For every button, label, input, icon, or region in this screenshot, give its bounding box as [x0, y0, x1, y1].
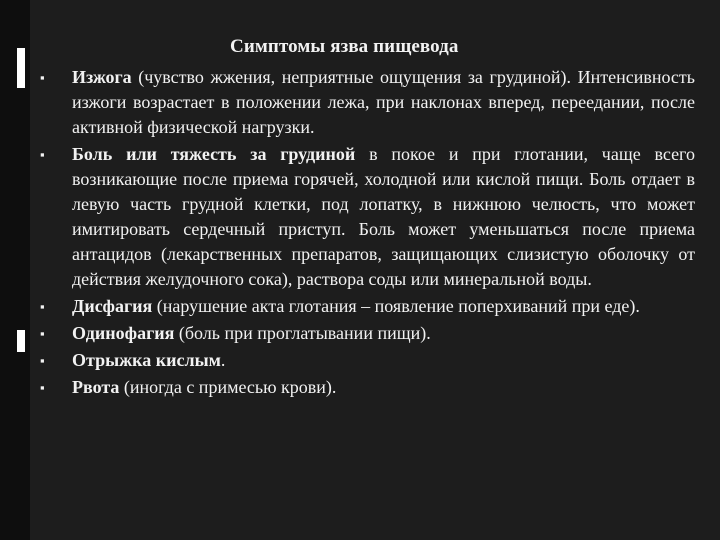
symptom-description: (боль при проглатывании пищи).: [174, 323, 431, 343]
symptom-description: в покое и при глотании, чаще всего возникающие после приема горячей, холодной или кислой пищи. Боль отдает в левую часть грудной клетки, под лопатку, в нижнюю челюсть, что может имитировать сердечный приступ. Боль может уменьшаться после приема антацидов (лекарственных препаратов, защищающих слизистую оболочку от действия желудочного сока), раствора соды или минеральной воды.: [72, 144, 695, 289]
symptom-list: [40, 65, 695, 402]
square-bullet-icon: ▪: [40, 299, 45, 314]
symptom-description: .: [220, 350, 226, 370]
list-item: [40, 321, 695, 346]
list-item: [40, 375, 695, 400]
symptom-term: Дисфагия: [72, 296, 153, 316]
list-item: [40, 65, 695, 140]
slide-title: Симптомы язва пищевода: [230, 36, 459, 57]
square-bullet-icon: ▪: [40, 70, 45, 85]
symptom-description: (иногда с примесью крови).: [119, 377, 337, 397]
list-item: [40, 348, 695, 373]
symptom-description: (нарушение акта глотания – появление поперхиваний при еде).: [152, 296, 640, 316]
list-item: [40, 142, 695, 292]
symptom-term: Боль или тяжесть за грудиной: [72, 144, 356, 164]
square-bullet-icon: ▪: [40, 380, 45, 395]
symptom-term: Рвота: [72, 377, 120, 397]
square-bullet-icon: ▪: [40, 353, 45, 368]
list-item: [40, 294, 695, 319]
symptom-term: Одинофагия: [72, 323, 175, 343]
square-bullet-icon: ▪: [40, 326, 45, 341]
symptom-term: Отрыжка кислым: [72, 350, 221, 370]
symptom-description: (чувство жжения, неприятные ощущения за грудиной). Интенсивность изжоги возрастает в положении лежа, при наклонах вперед, переедании, после активной физической нагрузки.: [72, 67, 695, 137]
accent-bar-bottom: [17, 330, 25, 352]
square-bullet-icon: ▪: [40, 147, 45, 162]
accent-bar-top: [17, 48, 25, 88]
symptom-term: Изжога: [72, 67, 132, 87]
